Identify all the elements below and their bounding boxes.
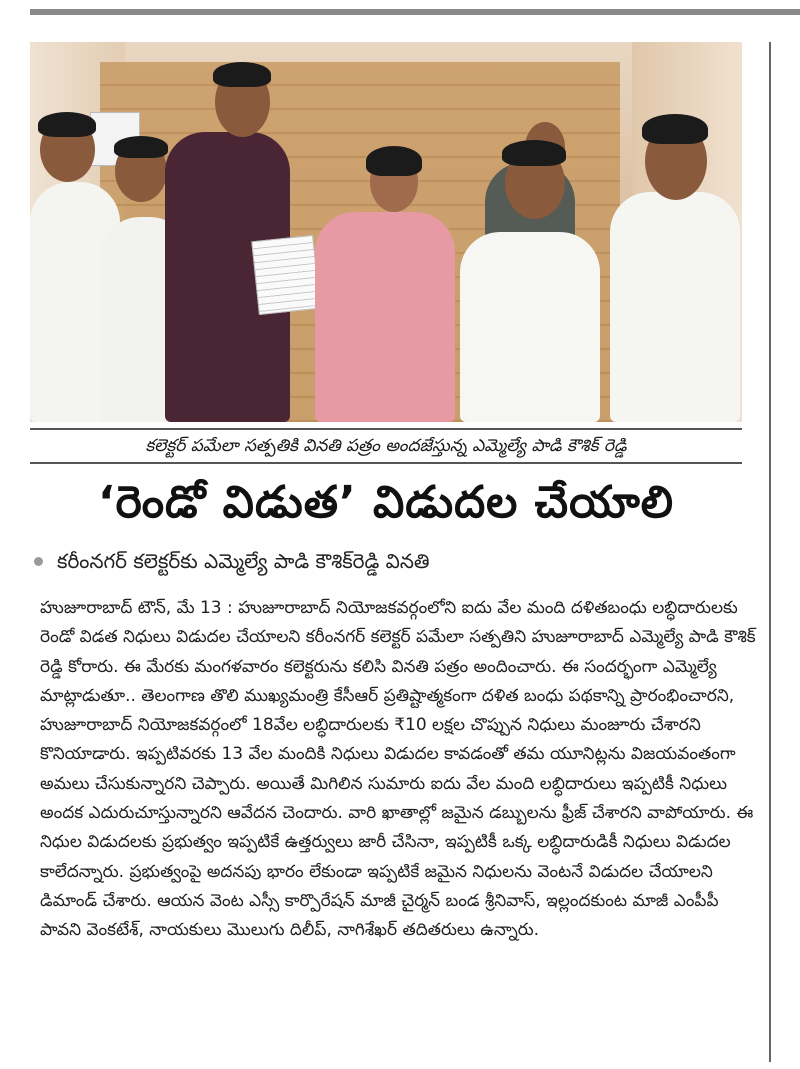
bullet-icon <box>34 557 43 566</box>
top-rule <box>30 9 800 15</box>
headline: ‘రెండో విడుత’ విడుదల చేయాలి <box>97 477 675 528</box>
article-paragraph: హుజూరాబాద్ టౌన్, మే 13 : హుజూరాబాద్ నియోజకవర్గంలోని ఐదు వేల మంది దళితబంధు లబ్ధిదారులకు రెండో విడత నిధులు విడుదల చేయాలని కరీంనగర్ కలెక్టర్ పమేలా సత్పతిని హుజూరాబాద్ ఎమ్మెల్యే పాడి కౌశిక్ రెడ్డి కోరారు. ఈ మేరకు మంగళవారం కలెక్టరును కలిసి వినతి పత్రం అందించారు. ఈ సందర్భంగా ఎమ్మెల్యే మాట్లాడుతూ.. తెలంగాణ తొలి ముఖ్యమంత్రి కేసీఆర్ ప్రతిష్టాత్మకంగా దళిత బంధు పథకాన్ని ప్రారంభించారని, హుజూరాబాద్ నియోజకవర్గంలో 18వేల లబ్ధిదారులకు ₹10 లక్షల చొప్పున నిధులు మంజూరు చేశారని కొనియాడారు. ఇప్పటివరకు 13 వేల మందికి నిధులు విడుదల కావడంతో తమ యూనిట్లను విజయవంతంగా అమలు చేసుకున్నారని చెప్పారు. అయితే మిగిలిన సుమారు ఐదు వేల మంది లబ్ధిదారులు ఇప్పటికీ నిధులు అందక ఎదురుచూస్తున్నారని ఆవేదన చెందారు. వారి ఖాతాల్లో జమైన డబ్బులను ఫ్రీజ్ చేశారని వాపోయారు. ఈ నిధుల విడుదలకు ప్రభుత్వం ఇప్పటికే ఉత్తర్వులు జారీ చేసినా, ఇప్పటికీ ఒక్క లబ్ధిదారుడికీ నిధులు విడుదల కాలేదన్నారు. ప్రభుత్వంపై అదనపు భారం లేకుండా ఇప్పటికే జమైన నిధులను వెంటనే విడుదల చేయాలని డిమాండ్ చేశారు. ఆయన వెంట ఎస్సీ కార్పొరేషన్ మాజీ చైర్మన్ బండ శ్రీనివాస్, ఇల్లందకుంట మాజీ ఎంపీపీ పావని వెంకటేశ్, నాయకులు మొలుగు దిలీప్, నాగిశేఖర్ తదితరులు ఉన్నారు. <box>40 598 756 941</box>
subheadline-text: కరీంనగర్ కలెక్టర్‌కు ఎమ్మెల్యే పాడి కౌశిక్‌రెడ్డి వినతి <box>57 549 430 573</box>
person <box>610 192 740 422</box>
photo-caption: కలెక్టర్ పమేలా సత్పతికి వినతి పత్రం అందజేస్తున్న ఎమ్మెల్యే పాడి కౌశిక్ రెడ్డి <box>30 428 742 464</box>
article-body <box>40 594 758 1064</box>
subheadline <box>34 546 734 576</box>
news-photo <box>30 42 742 422</box>
person <box>315 212 455 422</box>
petition-letter <box>251 235 320 315</box>
person <box>460 232 600 422</box>
column-divider <box>769 42 771 1062</box>
